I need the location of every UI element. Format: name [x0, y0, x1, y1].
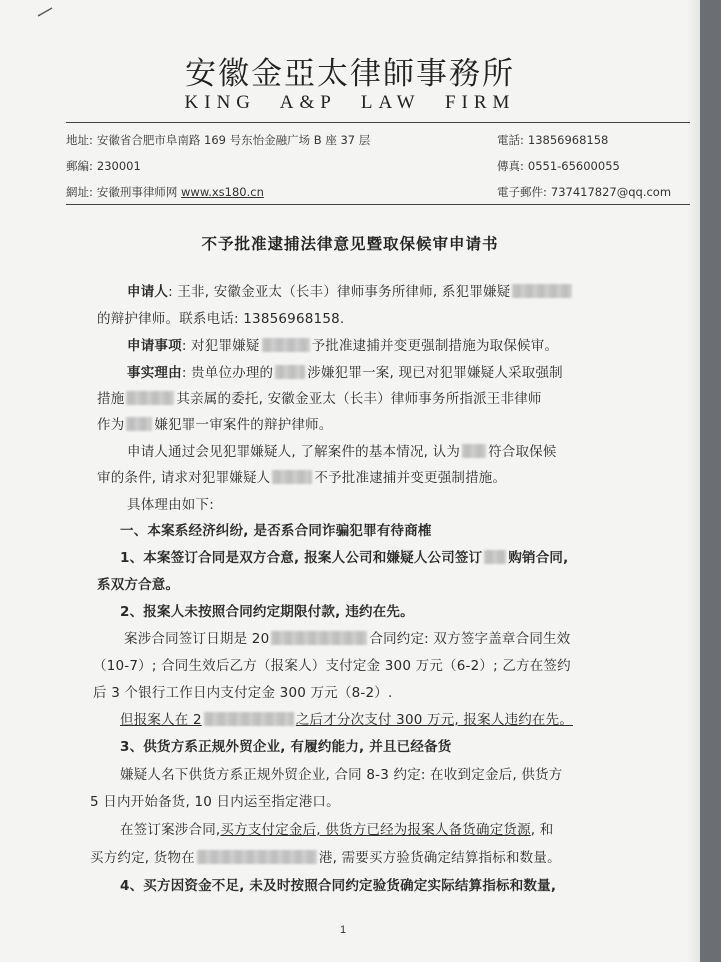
para-line: 5 日内开始备货, 10 日内运至指定港口。	[90, 794, 340, 810]
email-info	[497, 184, 671, 200]
para-line: 买方约定, 货物在 港, 需要买方验货确定结算指标和数量。	[90, 850, 561, 866]
para-line: （10-7）; 合同生效后乙方（报案人）支付定金 300 万元（6-2）; 乙方在签约	[93, 658, 571, 674]
request-label: 申请事项	[127, 338, 182, 354]
redacted-block	[262, 338, 310, 352]
redacted-block	[462, 444, 486, 458]
facts-label: 事实理由	[127, 365, 182, 381]
para-line: 在签订案涉合同,买方支付定金后, 供货方已经为报案人备货确定货源, 和	[120, 822, 554, 838]
para-line: 作为 嫌犯罪一审案件的辩护律师。	[97, 417, 333, 433]
para-line: 1、本案签订合同是双方合意, 报案人公司和嫌疑人公司签订 购销合同,	[120, 550, 569, 566]
section-heading: 4、买方因资金不足, 未及时按照合同约定验货确定实际结算指标和数量,	[120, 878, 557, 894]
website-link[interactable]: www.xs180.cn	[181, 185, 264, 199]
website-name: 安徽刑事律师网	[96, 185, 178, 199]
phone-label: 電話:	[497, 133, 524, 147]
para-line: 具体理由如下:	[127, 497, 214, 513]
redacted-block	[197, 850, 317, 864]
para-line: 嫌疑人名下供货方系正规外贸企业, 合同 8-3 约定: 在收到定金后, 供货方	[120, 767, 563, 783]
phone-value: 13856968158	[527, 133, 609, 147]
postcode-info	[66, 158, 141, 174]
para-line: 后 3 个银行工作日内支付定金 300 万元（8-2）.	[93, 685, 393, 701]
para-line: 但报案人在 2 之后才分次支付 300 万元, 报案人违约在先。	[120, 712, 574, 728]
pencil-icon	[36, 6, 56, 18]
address-info	[66, 132, 370, 148]
fax-label: 傳真:	[497, 159, 524, 173]
para-line: 事实理由: 贵单位办理的 涉嫌犯罪一案, 现已对犯罪嫌疑人采取强制	[127, 365, 563, 381]
redacted-block	[484, 550, 506, 564]
phone-info	[497, 132, 608, 148]
email-value: 737417827@qq.com	[550, 185, 672, 199]
address-label: 地址:	[66, 133, 93, 147]
para-line: 的辩护律师。联系电话: 13856968158.	[97, 311, 345, 327]
website-label: 網址:	[66, 185, 93, 199]
section-heading: 2、报案人未按照合同约定期限付款, 违约在先。	[120, 604, 414, 620]
redacted-block	[126, 417, 152, 431]
fax-value: 0551-65600055	[527, 159, 620, 173]
firm-name-en: KING A&P LAW FIRM	[184, 92, 516, 113]
fax-info	[497, 158, 620, 174]
address-value: 安徽省合肥市阜南路 169 号东怡金融广场 B 座 37 层	[96, 133, 371, 147]
redacted-block	[512, 284, 572, 298]
postcode-label: 郵編:	[66, 159, 93, 173]
redacted-block	[272, 470, 312, 484]
section-heading: 一、本案系经济纠纷, 是否系合同诈骗犯罪有待商榷	[120, 523, 432, 539]
para-line: 案涉合同签订日期是 20 合同约定: 双方签字盖章合同生效	[124, 631, 571, 647]
info-divider	[66, 204, 690, 205]
redacted-block	[204, 712, 294, 726]
postcode-value: 230001	[96, 159, 141, 173]
para-line: 申请人: 王非, 安徽金亚太（长丰）律师事务所律师, 系犯罪嫌疑	[127, 280, 574, 300]
section-heading: 3、供货方系正规外贸企业, 有履约能力, 并且已经备货	[120, 739, 452, 755]
firm-name-cn: 安徽金亞太律師事務所	[185, 56, 515, 92]
document-title: 不予批准逮捕法律意见暨取保候审申请书	[201, 235, 499, 253]
para-line: 审的条件, 请求对犯罪嫌疑人 不予批准逮捕并变更强制措施。	[97, 470, 507, 486]
redacted-block	[126, 391, 174, 405]
page-number: 1	[340, 924, 347, 936]
website-info	[66, 184, 264, 200]
page-edge	[700, 0, 721, 962]
para-line: 申请事项: 对犯罪嫌疑 予批准逮捕并变更强制措施为取保候审。	[127, 338, 559, 354]
para-line: 措施 其亲属的委托, 安徽金亚太（长丰）律师事务所指派王非律师	[97, 391, 542, 407]
applicant-label: 申请人	[127, 284, 169, 300]
email-label: 電子郵件:	[497, 185, 547, 199]
para-line: 申请人通过会见犯罪嫌疑人, 了解案件的基本情况, 认为 符合取保候	[127, 444, 557, 460]
para-line: 系双方合意。	[97, 577, 180, 593]
header-divider	[66, 122, 690, 123]
redacted-block	[271, 631, 367, 645]
redacted-block	[275, 365, 305, 379]
